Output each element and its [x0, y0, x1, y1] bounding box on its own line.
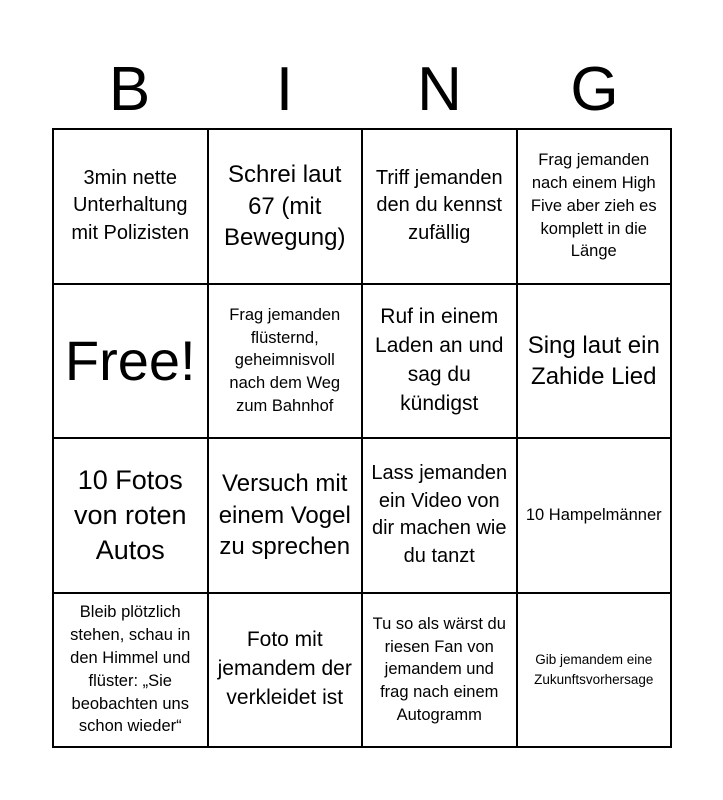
- bingo-cell-r1c4[interactable]: [517, 129, 672, 284]
- bingo-cell-text: Gib jemandem eine Zukunftsvorhersage: [534, 652, 654, 687]
- bingo-cell-r4c2[interactable]: [208, 593, 363, 748]
- bingo-cell-text: Frag jemanden nach einem High Five aber zieh es komplett in die Länge: [530, 151, 657, 261]
- header-letter-n: N: [417, 55, 462, 124]
- bingo-cell-text: 3min nette Unterhaltung mit Polizisten: [71, 166, 190, 245]
- bingo-cell-text: Free!: [64, 328, 196, 392]
- bingo-cell-text: Tu so als wärst du riesen Fan von jemandem und frag nach einem Autogramm: [372, 614, 506, 724]
- bingo-cell-text: 10 Fotos von roten Autos: [73, 465, 187, 565]
- bingo-cell-free[interactable]: [53, 284, 208, 439]
- bingo-cell-text: Triff jemanden den du kennst zufällig: [375, 166, 503, 245]
- bingo-cell-r2c4[interactable]: [517, 284, 672, 439]
- bingo-cell-text: Lass jemanden ein Video von dir machen wie du tanzt: [371, 462, 508, 567]
- header-letter-g: G: [570, 55, 619, 124]
- bingo-cell-r3c4[interactable]: [517, 438, 672, 593]
- bingo-cell-r2c3[interactable]: [362, 284, 517, 439]
- bingo-cell-r4c4[interactable]: [517, 593, 672, 748]
- bingo-cell-r2c2[interactable]: [208, 284, 363, 439]
- bingo-cell-text: Frag jemanden flüsternd, geheimnisvoll nach dem Weg zum Bahnhof: [229, 305, 341, 415]
- bingo-cell-r4c3[interactable]: [362, 593, 517, 748]
- bingo-cell-text: Bleib plötzlich stehen, schau in den Himmel und flüster: „Sie beobachten uns schon wieder“: [70, 603, 191, 736]
- bingo-cell-r1c3[interactable]: [362, 129, 517, 284]
- bingo-cell-text: Versuch mit einem Vogel zu sprechen: [218, 470, 351, 560]
- bingo-cell-r3c3[interactable]: [362, 438, 517, 593]
- bingo-cell-text: Sing laut ein Zahide Lied: [527, 331, 660, 390]
- bingo-cell-text: Ruf in einem Laden an und sag du kündigst: [375, 304, 504, 415]
- header-letter-b: B: [108, 55, 151, 124]
- bingo-cell-r3c2[interactable]: [208, 438, 363, 593]
- bingo-cell-r1c1[interactable]: [53, 129, 208, 284]
- bingo-cell-r3c1[interactable]: [53, 438, 208, 593]
- bingo-cell-text: Schrei laut 67 (mit Bewegung): [224, 161, 346, 251]
- bingo-cell-text: 10 Hampelmänner: [525, 505, 662, 524]
- bingo-header: [52, 52, 672, 128]
- bingo-cell-r4c1[interactable]: [53, 593, 208, 748]
- bingo-cell-text: Foto mit jemandem der verkleidet ist: [217, 628, 352, 710]
- bingo-cell-r1c2[interactable]: [208, 129, 363, 284]
- bingo-grid: [52, 128, 672, 748]
- header-letter-i: I: [275, 55, 294, 124]
